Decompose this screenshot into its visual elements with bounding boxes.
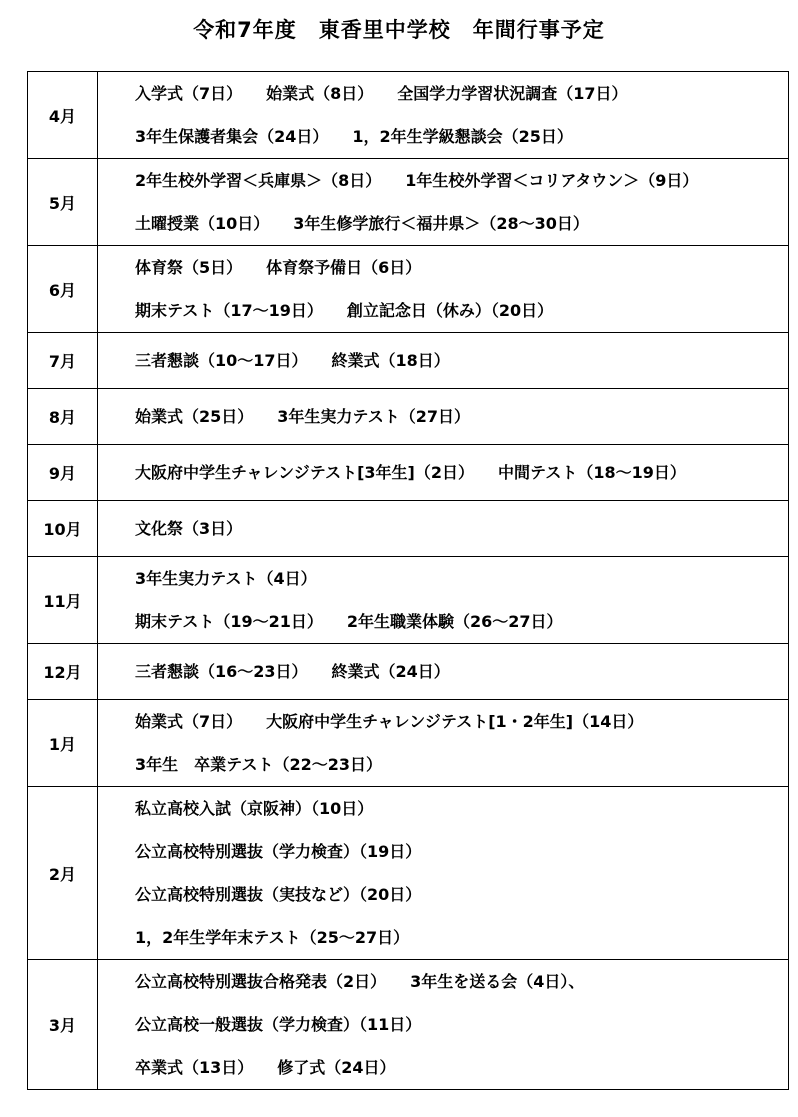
events-cell	[98, 700, 789, 787]
event-line: 2年生校外学習＜兵庫県＞（8日） 1年生校外学習＜コリアタウン＞（9日）	[135, 171, 699, 190]
month-cell: 1月	[28, 700, 98, 787]
event-line: 大阪府中学生チャレンジテスト[3年生]（2日） 中間テスト（18～19日）	[135, 463, 686, 482]
table-row	[28, 644, 789, 700]
event-line: 公立高校特別選抜（実技など）（20日）	[135, 885, 422, 904]
events-cell	[98, 787, 789, 960]
table-row	[28, 333, 789, 389]
event-line: 三者懇談（10～17日） 終業式（18日）	[135, 351, 450, 370]
month-cell: 10月	[28, 501, 98, 557]
table-row	[28, 159, 789, 246]
table-row	[28, 72, 789, 159]
event-line: 土曜授業（10日） 3年生修学旅行＜福井県＞（28～30日）	[135, 214, 589, 233]
table-row	[28, 787, 789, 960]
event-line: 入学式（7日） 始業式（8日） 全国学力学習状況調査（17日）	[135, 84, 628, 103]
event-line: 3年生 卒業テスト（22～23日）	[135, 755, 383, 774]
month-cell: 4月	[28, 72, 98, 159]
table-row	[28, 389, 789, 445]
event-line: 私立高校入試（京阪神）（10日）	[135, 799, 374, 818]
event-line: 期末テスト（19～21日） 2年生職業体験（26～27日）	[135, 612, 563, 631]
events-cell	[98, 159, 789, 246]
schedule-table	[27, 71, 789, 1090]
table-row	[28, 960, 789, 1090]
events-cell	[98, 246, 789, 333]
table-row	[28, 445, 789, 501]
month-cell: 9月	[28, 445, 98, 501]
events-cell	[98, 557, 789, 644]
event-line: 始業式（25日） 3年生実力テスト（27日）	[135, 407, 471, 426]
events-cell	[98, 644, 789, 700]
events-cell	[98, 333, 789, 389]
event-line: 期末テスト（17～19日） 創立記念日（休み）（20日）	[135, 301, 554, 320]
table-row	[28, 700, 789, 787]
page-title: 令和7年度 東香里中学校 年間行事予定	[193, 18, 605, 42]
event-line: 公立高校一般選抜（学力検査）（11日）	[135, 1015, 422, 1034]
event-line: 3年生保護者集会（24日） 1，2年生学級懇談会（25日）	[135, 127, 573, 146]
events-cell	[98, 72, 789, 159]
events-cell	[98, 960, 789, 1090]
event-line: 文化祭（3日）	[135, 519, 243, 538]
event-line: 三者懇談（16～23日） 終業式（24日）	[135, 662, 450, 681]
table-row	[28, 246, 789, 333]
events-cell	[98, 445, 789, 501]
month-cell: 3月	[28, 960, 98, 1090]
event-line: 卒業式（13日） 修了式（24日）	[135, 1058, 396, 1077]
event-line: 3年生実力テスト（4日）	[135, 569, 317, 588]
month-cell: 7月	[28, 333, 98, 389]
event-line: 公立高校特別選抜合格発表（2日） 3年生を送る会（4日）、	[135, 972, 585, 991]
events-cell	[98, 501, 789, 557]
month-cell: 12月	[28, 644, 98, 700]
month-cell: 5月	[28, 159, 98, 246]
event-line: 公立高校特別選抜（学力検査）（19日）	[135, 842, 422, 861]
events-cell	[98, 389, 789, 445]
event-line: 始業式（7日） 大阪府中学生チャレンジテスト[1・2年生]（14日）	[135, 712, 644, 731]
month-cell: 11月	[28, 557, 98, 644]
month-cell: 2月	[28, 787, 98, 960]
month-cell: 8月	[28, 389, 98, 445]
event-line: 体育祭（5日） 体育祭予備日（6日）	[135, 258, 422, 277]
table-row	[28, 557, 789, 644]
month-cell: 6月	[28, 246, 98, 333]
event-line: 1，2年生学年末テスト（25～27日）	[135, 928, 410, 947]
table-row	[28, 501, 789, 557]
